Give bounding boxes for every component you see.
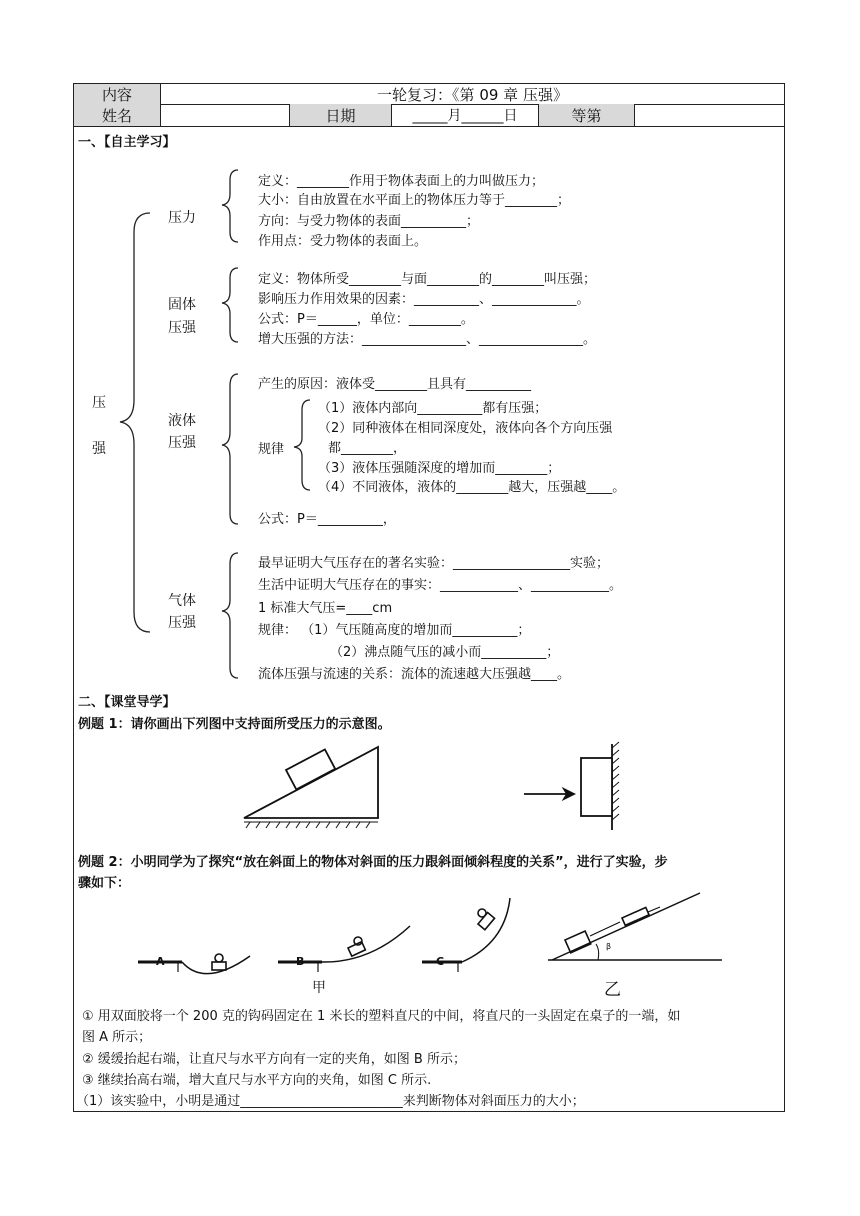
solid-line-factors: 影响压力作用效果的因素：__________、_____________。 xyxy=(258,292,590,307)
root-char-2: 强 xyxy=(92,441,106,457)
wall-block xyxy=(581,758,612,816)
solid-label-2: 压强 xyxy=(168,320,196,336)
pressure-line-definition: 定义：________作用于物体表面上的力叫做压力； xyxy=(258,174,545,189)
weight-a xyxy=(212,962,226,970)
fig-label-b: B xyxy=(296,955,305,968)
liquid-label-1: 液体 xyxy=(168,413,196,429)
root-char-1: 压 xyxy=(92,395,106,411)
liquid-rule-2: （2）同种液体在相同深度处，液体向各个方向压强 xyxy=(318,421,613,436)
section2-title: 二、【课堂导学】 xyxy=(78,695,176,710)
pressure-line-size: 大小：自由放置在水平面上的物体压力等于________； xyxy=(258,193,571,208)
fig-label-beta: β xyxy=(606,942,612,951)
fig-label-a: A xyxy=(156,955,165,968)
pressure-line-point: 作用点：受力物体的表面上。 xyxy=(258,234,428,249)
solid-line-definition: 定义：物体所受________与面________的________叫压强； xyxy=(258,272,597,287)
step-2: ② 缓缓抬起右端，让直尺与水平方向有一定的夹角，如图 B 所示； xyxy=(82,1052,466,1067)
liquid-rule-1: （1）液体内部向__________都有压强； xyxy=(318,401,548,416)
fig-label-yi: 乙 xyxy=(604,980,621,1000)
date-field[interactable]: _____月______日 xyxy=(392,104,539,126)
liquid-rule-3: （3）液体压强随深度的增加而________； xyxy=(318,461,561,476)
example2-prompt-line2: 骤如下： xyxy=(78,876,131,891)
gas-line-facts: 生活中证明大气压存在的事实：____________、____________。 xyxy=(258,578,623,593)
name-label: 姓名 xyxy=(74,104,161,126)
content-label: 内容 xyxy=(74,84,161,104)
gas-line-rule-1: 规律： （1）气压随高度的增加而__________； xyxy=(258,623,531,638)
liquid-rule-4: （4）不同液体，液体的________越大，压强越____。 xyxy=(318,480,626,495)
example1-prompt: 例题 1：请你画出下列图中支持面所受压力的示意图。 xyxy=(78,717,391,732)
liquid-rule-2b: 都________， xyxy=(328,441,407,456)
gas-label-2: 压强 xyxy=(168,615,196,631)
fig-label-jia: 甲 xyxy=(312,980,326,996)
date-label: 日期 xyxy=(290,104,392,126)
solid-line-methods: 增大压强的方法：________________、________________。 xyxy=(258,332,597,347)
pressure-label: 压力 xyxy=(168,210,196,226)
section1-title: 一、【自主学习】 xyxy=(78,135,176,150)
step-3: ③ 继续抬高右端，增大直尺与水平方向的夹角，如图 C 所示. xyxy=(82,1073,432,1088)
gas-line-experiment: 最早证明大气压存在的著名实验：__________________实验； xyxy=(258,556,610,571)
liquid-line-formula: 公式：P＝__________， xyxy=(258,512,396,527)
step-1: ① 用双面胶将一个 200 克的钩码固定在 1 米长的塑料直尺的中间，将直尺的一头固定在桌子的一端，如 xyxy=(82,1009,681,1024)
gas-line-standard: 1 标准大气压=____cm xyxy=(258,601,393,616)
gas-line-rule-2: （2）沸点随气压的减小而__________； xyxy=(330,645,560,660)
liquid-label-2: 压强 xyxy=(168,435,196,451)
step-1-cont: 图 A 所示； xyxy=(82,1030,152,1045)
pressure-line-direction: 方向：与受力物体的表面__________； xyxy=(258,214,480,229)
solid-label-1: 固体 xyxy=(168,297,196,313)
example2-prompt-line1: 例题 2：小明同学为了探究“放在斜面上的物体对斜面的压力跟斜面倾斜程度的关系”，进行了实验，步 xyxy=(78,855,668,870)
liquid-line-cause: 产生的原因：液体受________且具有__________ xyxy=(258,377,532,392)
example2-figures xyxy=(0,888,860,998)
solid-line-formula: 公式：P＝______，单位：________。 xyxy=(258,312,474,327)
gas-line-fluid: 流体压强与流速的关系：流体的流速越大压强越____。 xyxy=(258,667,571,682)
example1-figures xyxy=(0,740,860,830)
liquid-rules-label: 规律 xyxy=(258,442,285,457)
gas-label-1: 气体 xyxy=(168,593,196,609)
grade-label: 等第 xyxy=(539,104,635,126)
fig-label-c: C xyxy=(436,955,445,968)
question-1: （1）该实验中，小明是通过_________________________来判断物体对斜面压力的大小； xyxy=(76,1094,585,1109)
page-title: 一轮复习：《第 09 章 压强》 xyxy=(377,85,568,104)
